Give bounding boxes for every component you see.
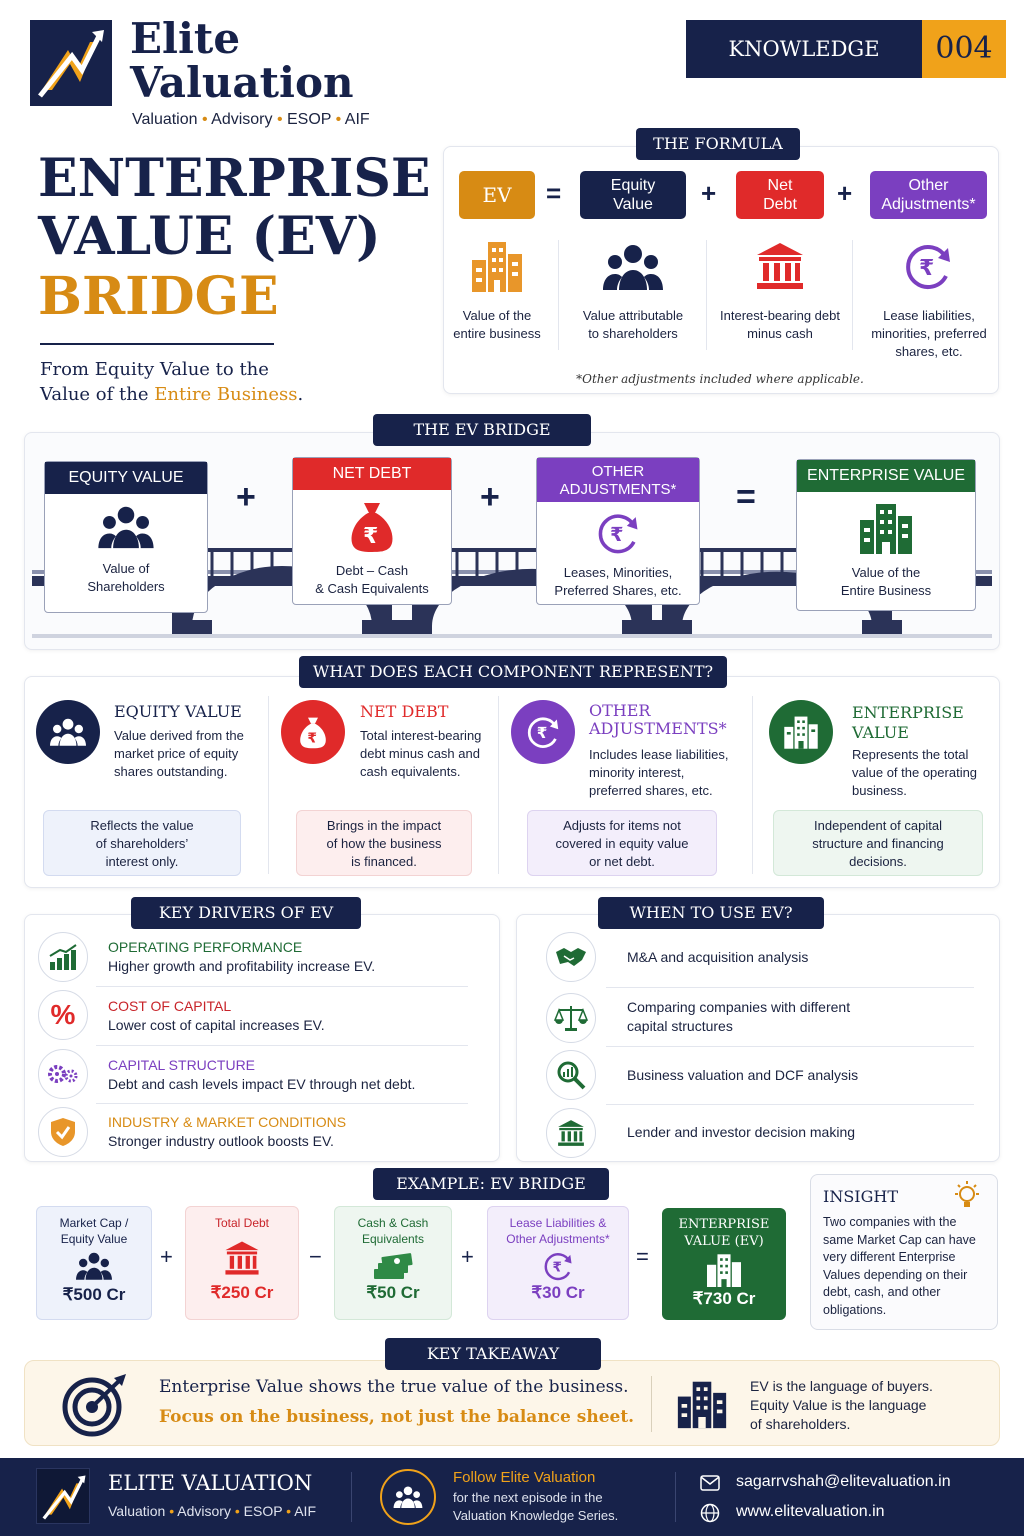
note-line: is financed.	[351, 854, 417, 869]
title-line: OTHER	[591, 463, 645, 480]
title-rule	[40, 343, 274, 345]
formula-divider	[852, 240, 853, 350]
logo-mark	[30, 20, 112, 106]
text-line: market price of equity	[114, 746, 239, 761]
desc-line: Value of	[102, 561, 150, 576]
formula-term-label: Equity	[610, 177, 656, 194]
brand-name-line2: Valuation	[130, 58, 354, 107]
component-divider	[268, 696, 269, 874]
label-line: Market Cap /	[59, 1216, 129, 1230]
label-line: Other Adjustments*	[506, 1232, 610, 1246]
svg-text:₹: ₹	[610, 522, 624, 546]
desc-line: shares, etc.	[895, 344, 963, 359]
example-box-cash	[334, 1206, 452, 1320]
tagline-item: Advisory	[211, 111, 273, 128]
footer-logo	[36, 1468, 90, 1524]
desc-line: minorities, preferred	[871, 326, 987, 341]
percent-icon: %	[38, 990, 88, 1040]
bridge-equals: =	[736, 478, 756, 516]
people-icon	[603, 240, 663, 294]
rupee-cycle-icon	[900, 238, 956, 294]
text-line: Lender and investor decision making	[627, 1124, 856, 1140]
formula-plus: +	[701, 178, 717, 208]
text-line: same Market Cap can have	[823, 1232, 976, 1247]
desc-line: Interest-bearing debt	[720, 308, 840, 323]
subtitle-period: .	[297, 384, 304, 405]
formula-term-label: Debt	[763, 196, 797, 213]
series-badge	[686, 20, 1006, 119]
driver-text: Debt and cash levels impact EV through net debt.	[108, 1076, 416, 1092]
label-line: Equity Value	[60, 1232, 128, 1246]
example-box-debt	[185, 1206, 299, 1320]
text-line: debt minus cash and	[360, 746, 480, 761]
label-line: Lease Liabilities &	[509, 1216, 607, 1230]
text-line: M&A and acquisition analysis	[627, 949, 809, 965]
text-line: of shareholders.	[750, 1416, 851, 1432]
bridge-box-ev	[796, 459, 976, 611]
bridge-plus: +	[236, 478, 256, 516]
magnifier-chart-icon	[546, 1050, 596, 1100]
takeaway-header: KEY TAKEAWAY	[385, 1338, 601, 1370]
formula-footnote: *Other adjustments included where applicable.	[576, 372, 864, 386]
note-line: Adjusts for items not	[563, 818, 681, 833]
title-line: ADJUSTMENTS*	[559, 481, 677, 498]
when-item-text	[627, 1123, 855, 1141]
text-line: Business valuation and DCF analysis	[627, 1067, 859, 1083]
people-icon	[45, 494, 207, 560]
component-title	[852, 703, 964, 743]
components-header: WHAT DOES EACH COMPONENT REPRESENT?	[299, 656, 727, 688]
text-line: Total interest-bearing	[360, 728, 482, 743]
takeaway-line2: Focus on the business, not just the balance sheet.	[159, 1407, 635, 1427]
text-line: Value derived from the	[114, 728, 244, 743]
when-divider	[606, 987, 974, 988]
driver-title: INDUSTRY & MARKET CONDITIONS	[108, 1114, 347, 1130]
component-text	[852, 746, 992, 800]
text-line: Comparing companies with different	[627, 999, 851, 1015]
title-line: ENTERPRISE	[852, 703, 964, 722]
text-line: minority interest,	[589, 765, 685, 780]
note-line: decisions.	[849, 854, 907, 869]
example-value: ₹30 Cr	[531, 1283, 585, 1302]
example-box-ev	[662, 1208, 786, 1320]
desc-line: Value of the	[462, 308, 532, 323]
follow-people-icon[interactable]	[380, 1469, 436, 1525]
page-subtitle-line2	[40, 383, 303, 407]
note-line: Brings in the impact	[326, 818, 442, 833]
bridge-box-netdebt	[292, 457, 452, 605]
bridge-box-title: EQUITY VALUE	[45, 462, 207, 494]
formula-equity-desc	[568, 307, 698, 343]
formula-divider	[558, 240, 559, 350]
component-divider	[752, 696, 753, 874]
desc-line: & Cash Equivalents	[315, 581, 429, 596]
bank-icon	[752, 238, 808, 294]
example-value: ₹250 Cr	[210, 1283, 274, 1302]
formula-term-label: Other	[908, 177, 949, 194]
formula-plus: +	[837, 178, 853, 208]
globe-icon	[700, 1503, 720, 1523]
component-text	[589, 746, 749, 800]
component-title	[589, 702, 727, 738]
page-title-line2: VALUE (EV)	[38, 206, 381, 267]
bridge-box-title: NET DEBT	[293, 458, 451, 490]
tagline-item: AIF	[344, 111, 370, 128]
text-line: preferred shares, etc.	[589, 783, 713, 798]
driver-title: OPERATING PERFORMANCE	[108, 939, 303, 955]
example-value: ₹500 Cr	[62, 1285, 126, 1304]
footer-divider	[351, 1472, 352, 1522]
formula-equity-box	[580, 171, 686, 219]
tagline-item: ESOP	[243, 1503, 283, 1519]
component-note	[296, 810, 472, 876]
driver-divider	[96, 1045, 468, 1046]
formula-netdebt-desc	[712, 307, 848, 343]
note-line: covered in equity value	[555, 836, 689, 851]
component-note	[773, 810, 983, 876]
title-line: ADJUSTMENTS*	[589, 719, 727, 738]
email-icon	[700, 1475, 720, 1491]
bridge-box-equity	[44, 461, 208, 613]
formula-header: THE FORMULA	[636, 128, 800, 160]
bridge-box-desc	[293, 562, 451, 598]
when-header: WHEN TO USE EV?	[598, 897, 824, 929]
driver-divider	[96, 1103, 468, 1104]
component-text	[360, 727, 500, 781]
tagline-item: ESOP	[287, 111, 332, 128]
bank-icon	[186, 1231, 298, 1285]
text-line: shares outstanding.	[114, 764, 228, 779]
people-icon	[37, 1247, 151, 1285]
desc-line: Preferred Shares, etc.	[554, 583, 682, 598]
takeaway-side-text	[750, 1377, 933, 1434]
driver-title: COST OF CAPITAL	[108, 998, 232, 1014]
formula-ev-desc	[450, 307, 544, 343]
formula-netdebt-box	[736, 171, 824, 219]
desc-line: entire business	[453, 326, 541, 341]
example-value: ₹730 Cr	[692, 1289, 756, 1308]
text-line: Includes lease liabilities,	[589, 747, 729, 762]
formula-divider	[706, 240, 707, 350]
tagline-item: Valuation	[108, 1503, 166, 1519]
text-line: very different Enterprise	[823, 1250, 956, 1264]
tagline-item: AIF	[294, 1503, 316, 1519]
building-circle-icon	[769, 700, 833, 764]
note-line: structure and financing	[812, 836, 944, 851]
money-bag-circle-icon	[281, 700, 345, 764]
footer-email[interactable]: sagarrvshah@elitevaluation.in	[736, 1473, 951, 1490]
formula-term-label: Adjustments*	[881, 196, 976, 213]
text-line: business.	[852, 783, 907, 798]
bridge-plus: +	[480, 478, 500, 516]
component-note	[43, 810, 241, 876]
component-text	[114, 727, 264, 781]
handshake-icon	[546, 932, 596, 982]
driver-text: Lower cost of capital increases EV.	[108, 1017, 325, 1033]
subtitle-highlight: Entire Business	[154, 384, 298, 405]
label-line: VALUE (EV)	[684, 1234, 764, 1249]
desc-line: Leases, Minorities,	[563, 565, 673, 580]
note-line: Independent of capital	[814, 818, 942, 833]
insight-text	[823, 1214, 985, 1319]
svg-text:₹: ₹	[552, 1259, 562, 1276]
note-line: or net debt.	[589, 854, 655, 869]
shield-check-icon	[38, 1107, 88, 1157]
when-item-text	[627, 1066, 858, 1084]
footer-brand: ELITE VALUATION	[108, 1471, 313, 1495]
title-line: VALUE	[852, 723, 909, 742]
tagline-item: Valuation	[132, 111, 198, 128]
target-icon	[60, 1374, 128, 1436]
example-box-equity	[36, 1206, 152, 1320]
logo-arrow-icon	[37, 1469, 91, 1525]
text-line: value of the operating	[852, 765, 978, 780]
driver-text: Stronger industry outlook boosts EV.	[108, 1133, 334, 1149]
desc-line: minus cash	[747, 326, 813, 341]
lightbulb-icon	[950, 1180, 984, 1214]
component-title: NET DEBT	[360, 702, 449, 721]
when-divider	[606, 1046, 974, 1047]
page-subtitle-line1: From Equity Value to the	[40, 359, 269, 380]
desc-line: Lease liabilities,	[883, 308, 975, 323]
label-line: Equivalents	[361, 1232, 425, 1246]
brand-tagline: Valuation • Advisory • ESOP • AIF	[132, 111, 370, 128]
rupee-cycle-circle-icon	[511, 700, 575, 764]
building-icon	[676, 1378, 728, 1430]
component-note	[527, 810, 717, 876]
bank-icon	[546, 1108, 596, 1158]
page-title-line1: ENTERPRISE	[38, 148, 431, 209]
example-box-other	[487, 1206, 629, 1320]
note-line: interest only.	[105, 854, 179, 869]
formula-term-label: Value	[613, 196, 653, 213]
bridge-header: THE EV BRIDGE	[373, 414, 591, 446]
formula-equals: =	[546, 178, 562, 208]
follow-title[interactable]: Follow Elite Valuation	[453, 1469, 596, 1486]
example-value: ₹50 Cr	[366, 1283, 420, 1302]
component-title: EQUITY VALUE	[114, 702, 242, 721]
text-line: obligations.	[823, 1302, 887, 1317]
text-line: cash equivalents.	[360, 764, 461, 779]
desc-line: Value attributable	[582, 308, 684, 323]
svg-text:₹: ₹	[307, 730, 317, 747]
example-op: +	[160, 1244, 173, 1269]
bridge-box-desc	[537, 564, 699, 600]
driver-divider	[96, 986, 468, 987]
desc-line: Value of the	[851, 565, 921, 580]
note-line: Reflects the value	[90, 818, 194, 833]
bridge-box-other	[536, 457, 700, 605]
buildings-icon	[467, 236, 527, 296]
takeaway-line1: Enterprise Value shows the true value of the business.	[159, 1377, 629, 1397]
driver-text: Higher growth and profitability increase EV.	[108, 958, 376, 974]
follow-text	[453, 1489, 618, 1525]
subtitle-text: Value of the	[40, 384, 155, 405]
example-op: +	[461, 1244, 474, 1269]
bridge-box-title: ENTERPRISE VALUE	[797, 460, 975, 492]
driver-title: CAPITAL STRUCTURE	[108, 1057, 256, 1073]
growth-chart-icon	[38, 932, 88, 982]
rupee-cycle-icon	[488, 1247, 628, 1285]
footer-tagline: Valuation • Advisory • ESOP • AIF	[108, 1503, 316, 1519]
office-building-icon	[662, 1250, 786, 1290]
text-line: Valuation Knowledge Series.	[453, 1508, 619, 1523]
logo-arrow-icon	[30, 20, 112, 106]
scales-icon	[546, 993, 596, 1043]
note-line: of how the business	[326, 836, 442, 851]
text-line: debt, cash, and other	[823, 1285, 941, 1299]
svg-text:₹: ₹	[919, 256, 935, 281]
when-item-text	[627, 998, 850, 1036]
formula-other-desc	[862, 307, 996, 361]
tagline-item: Advisory	[177, 1503, 231, 1519]
when-item-text	[627, 948, 808, 966]
cash-stack-icon	[335, 1247, 451, 1285]
footer-divider	[675, 1472, 676, 1522]
text-line: Equity Value is the language	[750, 1397, 927, 1413]
series-label: KNOWLEDGE SERIES	[686, 20, 922, 78]
example-op: =	[636, 1244, 649, 1269]
component-divider	[498, 696, 499, 874]
example-op: −	[309, 1244, 322, 1269]
label-line: Total Debt	[214, 1216, 270, 1230]
text-line: EV is the language of buyers.	[750, 1378, 933, 1394]
desc-line: Entire Business	[840, 583, 932, 598]
office-building-icon	[797, 492, 975, 564]
takeaway-divider	[651, 1376, 652, 1432]
desc-line: Debt – Cash	[335, 563, 409, 578]
svg-text:₹: ₹	[536, 724, 548, 743]
text-line: capital structures	[627, 1018, 733, 1034]
bridge-box-desc	[45, 560, 207, 596]
when-divider	[606, 1104, 974, 1105]
note-line: of shareholders’	[95, 836, 189, 851]
bridge-box-desc	[797, 564, 975, 600]
title-line: OTHER	[589, 701, 651, 720]
footer-website[interactable]: www.elitevaluation.in	[736, 1503, 885, 1520]
label-line: Cash & Cash	[357, 1216, 429, 1230]
text-line: Represents the total	[852, 747, 969, 762]
text-line: Values depending on their	[823, 1267, 968, 1282]
text-line: for the next episode in the	[453, 1490, 603, 1505]
desc-line: Shareholders	[87, 579, 165, 594]
text-line: Two companies with the	[823, 1215, 957, 1229]
gears-icon	[38, 1049, 88, 1099]
rupee-cycle-icon	[537, 502, 699, 564]
example-header: EXAMPLE: EV BRIDGE	[373, 1168, 609, 1200]
desc-line: to shareholders	[588, 326, 678, 341]
insight-title: INSIGHT	[823, 1187, 899, 1206]
brand-name-line1: Elite	[130, 14, 241, 63]
formula-ev-box: EV	[459, 171, 535, 219]
page-title-line3: BRIDGE	[38, 266, 279, 327]
series-number: 004	[922, 20, 1006, 78]
drivers-header: KEY DRIVERS OF EV	[131, 897, 361, 929]
svg-text:₹: ₹	[363, 524, 379, 549]
label-line: ENTERPRISE	[678, 1217, 770, 1232]
money-bag-icon	[293, 490, 451, 562]
bridge-box-title	[537, 458, 699, 502]
formula-term-label: Net	[767, 177, 793, 194]
people-circle-icon	[36, 700, 100, 764]
formula-other-box	[870, 171, 987, 219]
